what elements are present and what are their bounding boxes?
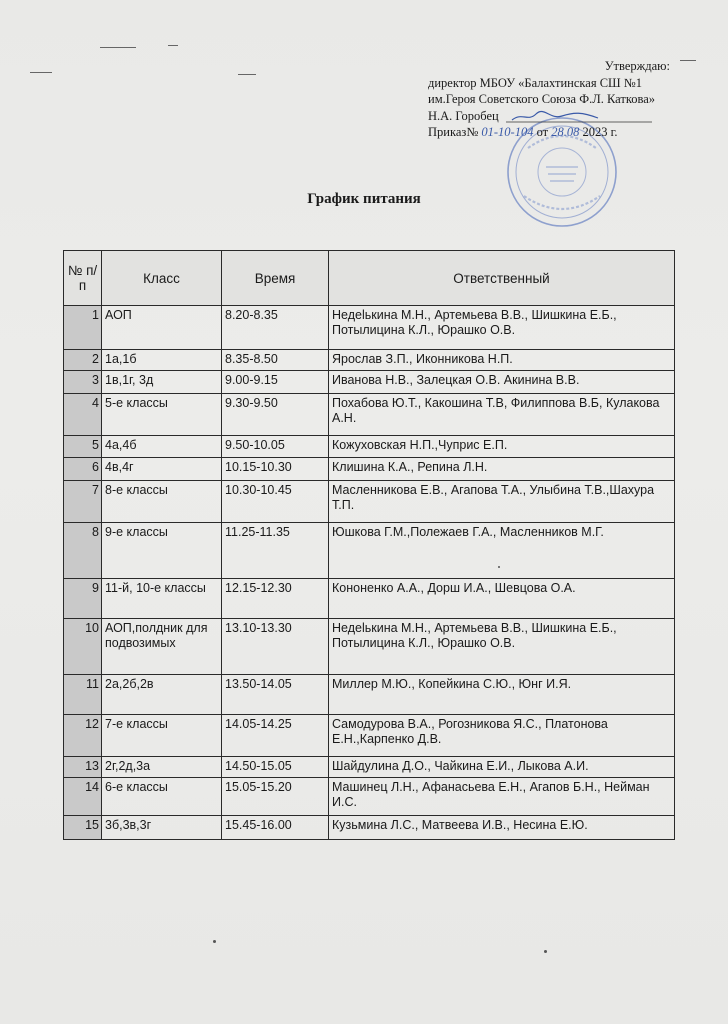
row-time: 15.45-16.00 <box>222 816 329 840</box>
row-responsible: Кожуховская Н.П.,Чуприс Е.П. <box>329 436 675 458</box>
approval-heading: Утверждаю: <box>604 59 670 73</box>
row-number: 1 <box>64 306 102 350</box>
table-row <box>64 579 675 619</box>
row-time: 9.00-9.15 <box>222 371 329 394</box>
row-responsible: Клишина К.А., Репина Л.Н. <box>329 458 675 481</box>
table-row <box>64 757 675 778</box>
row-number: 4 <box>64 394 102 436</box>
row-number: 10 <box>64 619 102 675</box>
table-row <box>64 481 675 523</box>
scan-speck <box>213 940 216 943</box>
row-class: 7-е классы <box>102 715 222 757</box>
table-row <box>64 715 675 757</box>
row-time: 8.35-8.50 <box>222 350 329 371</box>
row-class: АОП,полдник для подвозимых <box>102 619 222 675</box>
table-row <box>64 371 675 394</box>
row-class: 4в,4г <box>102 458 222 481</box>
row-time: 15.05-15.20 <box>222 778 329 816</box>
table-row <box>64 306 675 350</box>
header-number: № п/п <box>64 251 102 306</box>
row-class: 6-е классы <box>102 778 222 816</box>
row-number: 8 <box>64 523 102 579</box>
row-number: 2 <box>64 350 102 371</box>
table-row <box>64 523 675 579</box>
row-class: 9-е классы <box>102 523 222 579</box>
row-number: 9 <box>64 579 102 619</box>
row-number: 15 <box>64 816 102 840</box>
scan-speck <box>498 566 500 568</box>
row-number: 7 <box>64 481 102 523</box>
row-responsible: Кононенко А.А., Дорш И.А., Шевцова О.А. <box>329 579 675 619</box>
row-number: 5 <box>64 436 102 458</box>
row-time: 14.50-15.05 <box>222 757 329 778</box>
row-responsible: Иванова Н.В., Залецкая О.В. Акинина В.В. <box>329 371 675 394</box>
scan-mark <box>100 47 136 48</box>
table-row <box>64 675 675 715</box>
row-time: 13.10-13.30 <box>222 619 329 675</box>
table-row <box>64 436 675 458</box>
row-responsible: Самодурова В.А., Рогозникова Я.С., Платонова Е.Н.,Карпенко Д.В. <box>329 715 675 757</box>
approval-director: директор МБОУ «Балахтинская СШ №1 <box>428 75 642 90</box>
row-class: АОП <box>102 306 222 350</box>
table-row <box>64 778 675 816</box>
approval-signatory <box>428 108 718 125</box>
scan-speck <box>544 950 547 953</box>
order-prefix: Приказ№ <box>428 125 479 139</box>
row-responsible: Юшкова Г.М.,Полежаев Г.А., Масленников М.Г. <box>329 523 675 579</box>
row-responsible: Похабова Ю.Т., Какошина Т.В, Филиппова В.Б, Кулакова А.Н. <box>329 394 675 436</box>
scan-mark <box>30 72 52 73</box>
approval-block <box>428 58 718 141</box>
header-class: Класс <box>102 251 222 306</box>
row-number: 11 <box>64 675 102 715</box>
order-from: от <box>536 125 549 139</box>
row-class: 11-й, 10-е классы <box>102 579 222 619</box>
row-class: 1а,1б <box>102 350 222 371</box>
scan-mark <box>238 74 256 75</box>
row-class: 8-е классы <box>102 481 222 523</box>
row-class: 1в,1г, 3д <box>102 371 222 394</box>
row-class: 5-е классы <box>102 394 222 436</box>
table-row <box>64 816 675 840</box>
order-date: 28.08 <box>551 125 580 139</box>
scan-mark <box>168 45 178 46</box>
header-time: Время <box>222 251 329 306</box>
row-responsible: Шайдулина Д.О., Чайкина Е.И., Лыкова А.И. <box>329 757 675 778</box>
row-number: 6 <box>64 458 102 481</box>
row-number: 14 <box>64 778 102 816</box>
header-responsible: Ответственный <box>329 251 675 306</box>
row-time: 13.50-14.05 <box>222 675 329 715</box>
table-row <box>64 394 675 436</box>
row-time: 8.20-8.35 <box>222 306 329 350</box>
signature <box>502 110 652 124</box>
row-time: 9.50-10.05 <box>222 436 329 458</box>
row-class: 2а,2б,2в <box>102 675 222 715</box>
row-responsible: Недelькина М.Н., Артемьева В.В., Шишкина Е.Б., Потылицина К.Л., Юрашко О.В. <box>329 306 675 350</box>
row-time: 9.30-9.50 <box>222 394 329 436</box>
order-number: 01-10-104 <box>481 125 534 139</box>
row-time: 14.05-14.25 <box>222 715 329 757</box>
row-time: 11.25-11.35 <box>222 523 329 579</box>
meal-schedule-table <box>63 250 675 840</box>
page-title: График питания <box>307 191 421 207</box>
table-row <box>64 350 675 371</box>
row-responsible: Недelькина М.Н., Артемьева В.В., Шишкина Е.Б., Потылицина К.Л., Юрашко О.В. <box>329 619 675 675</box>
row-number: 3 <box>64 371 102 394</box>
table-row <box>64 458 675 481</box>
row-responsible: Машинец Л.Н., Афанасьева Е.Н., Агапов Б.Н., Нейман И.С. <box>329 778 675 816</box>
order-year: 2023 г. <box>582 125 618 139</box>
row-class: 3б,3в,3г <box>102 816 222 840</box>
row-class: 2г,2д,3а <box>102 757 222 778</box>
row-time: 10.15-10.30 <box>222 458 329 481</box>
approval-school-name: им.Героя Советского Союза Ф.Л. Каткова» <box>428 92 656 106</box>
approval-order <box>428 124 718 141</box>
row-number: 13 <box>64 757 102 778</box>
row-responsible: Ярослав З.П., Иконникова Н.П. <box>329 350 675 371</box>
row-number: 12 <box>64 715 102 757</box>
table-header-row <box>64 251 675 306</box>
row-responsible: Кузьмина Л.С., Матвеева И.В., Несина Е.Ю. <box>329 816 675 840</box>
row-time: 10.30-10.45 <box>222 481 329 523</box>
row-responsible: Миллер М.Ю., Копейкина С.Ю., Юнг И.Я. <box>329 675 675 715</box>
row-class: 4а,4б <box>102 436 222 458</box>
table-row <box>64 619 675 675</box>
row-responsible: Масленникова Е.В., Агапова Т.А., Улыбина Т.В.,Шахура Т.П. <box>329 481 675 523</box>
row-time: 12.15-12.30 <box>222 579 329 619</box>
signatory-name: Н.А. Горобец <box>428 108 499 123</box>
